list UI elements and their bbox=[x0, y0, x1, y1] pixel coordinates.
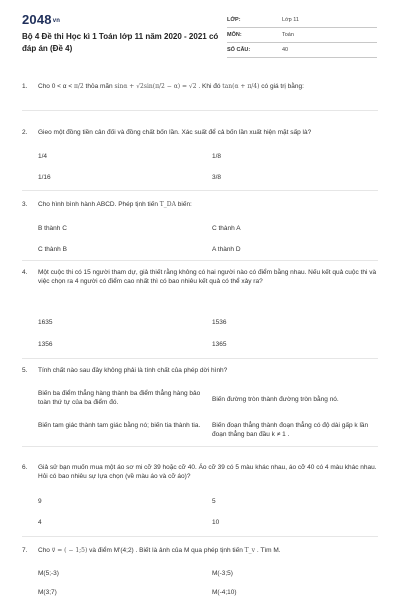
option-c[interactable]: M(3;7) bbox=[38, 589, 57, 596]
question-text bbox=[38, 200, 378, 209]
divider bbox=[22, 446, 378, 447]
question-text: Một cuộc thi có 15 người tham dự, giả thiết rằng không có hai người nào có điểm bằng nhau. Nếu kết quả cuộc thi và việc chọn ra 4 người có điểm cao nhất thì có bao nhiêu kết quả có thể xảy ra? bbox=[38, 269, 377, 285]
question-text bbox=[38, 82, 378, 91]
option-b[interactable]: 1/8 bbox=[212, 153, 222, 160]
question-text: Tính chất nào sau đây không phải là tính chất của phép dời hình? bbox=[38, 367, 228, 374]
option-b[interactable]: Biến đường tròn thành đường tròn bằng nó. bbox=[212, 396, 339, 403]
q7-math-a: v⃗ = ( − 1;5) bbox=[51, 547, 88, 554]
q3-text-b: biến: bbox=[177, 201, 192, 208]
option-d[interactable]: 3/8 bbox=[212, 174, 222, 181]
divider bbox=[22, 536, 378, 537]
divider bbox=[22, 358, 378, 359]
meta-key: LỚP: bbox=[227, 17, 241, 23]
option-d[interactable]: 1365 bbox=[212, 341, 227, 348]
question-number: 7. bbox=[22, 547, 28, 554]
divider bbox=[22, 190, 378, 191]
q1-math-a: π/2 bbox=[73, 83, 84, 90]
meta-key: SỐ CÂU: bbox=[227, 47, 251, 53]
option-a[interactable]: 9 bbox=[38, 498, 42, 505]
q7-text-b: và điểm M'(4;2) . Biết là ảnh của M qua phép tịnh tiến bbox=[89, 547, 243, 554]
q1-text-c: . Khi đó bbox=[198, 83, 221, 90]
option-c[interactable]: 1/16 bbox=[38, 174, 51, 181]
question-number: 3. bbox=[22, 201, 28, 208]
option-b[interactable]: 1536 bbox=[212, 319, 227, 326]
meta-row-subject bbox=[227, 29, 377, 43]
q1-text-d: có giá trị bằng: bbox=[261, 83, 304, 90]
q7-math-b: T_v bbox=[244, 547, 256, 554]
option-d[interactable]: 10 bbox=[212, 519, 220, 526]
option-c[interactable]: C thành B bbox=[38, 246, 67, 253]
q7-text-a: Cho bbox=[38, 547, 50, 554]
question-number: 6. bbox=[22, 464, 28, 471]
option-b[interactable]: C thành A bbox=[212, 225, 241, 232]
meta-key: MÔN: bbox=[227, 32, 242, 38]
option-d[interactable]: Biến đoạn thẳng thành đoạn thẳng có độ dài gấp k lần đoạn thẳng ban đầu k ≠ 1 . bbox=[212, 422, 369, 438]
divider bbox=[22, 260, 378, 261]
logo-suffix: vn bbox=[52, 17, 61, 24]
option-c[interactable]: Biến tam giác thành tam giác bằng nó; biến tia thành tia. bbox=[38, 422, 201, 429]
q1-math-b: sinα + √2sin(π/2 − α) = √2 bbox=[114, 83, 197, 90]
meta-value: 40 bbox=[282, 47, 289, 53]
option-c[interactable]: 1356 bbox=[38, 341, 53, 348]
question-text bbox=[38, 546, 378, 555]
q1-text-b: thỏa mãn bbox=[85, 83, 113, 90]
q1-math-c: tan(α + π/4) bbox=[222, 83, 260, 90]
meta-row-class bbox=[227, 14, 377, 28]
option-c[interactable]: 4 bbox=[38, 519, 42, 526]
question-number: 2. bbox=[22, 129, 28, 136]
page-title: Bộ 4 Đề thi Học kì 1 Toán lớp 11 năm 2020 - 2021 có đáp án (Đề 4) bbox=[22, 32, 219, 53]
q3-text-a: Cho hình bình hành ABCD. Phép tịnh tiến bbox=[38, 201, 158, 208]
option-a[interactable]: M(5;-3) bbox=[38, 570, 59, 577]
q3-math: T_DA bbox=[159, 201, 176, 208]
divider bbox=[22, 110, 378, 111]
option-b[interactable]: 5 bbox=[212, 498, 216, 505]
option-d[interactable]: A thành D bbox=[212, 246, 241, 253]
q7-text-c: . Tìm M. bbox=[256, 547, 281, 554]
site-logo[interactable] bbox=[22, 12, 60, 27]
option-a[interactable]: Biến ba điểm thẳng hàng thành ba điểm thẳng hàng bảo toàn thứ tự của ba điểm đó. bbox=[38, 390, 201, 406]
meta-row-count bbox=[227, 44, 377, 58]
option-a[interactable]: 1/4 bbox=[38, 153, 48, 160]
question-number: 5. bbox=[22, 367, 28, 374]
option-a[interactable]: B thành C bbox=[38, 225, 67, 232]
q1-text-a: Cho 0 < α < bbox=[38, 83, 73, 90]
meta-value: Toán bbox=[282, 32, 294, 38]
logo-text: 2048 bbox=[22, 12, 52, 27]
meta-value: Lớp 11 bbox=[282, 17, 299, 23]
question-text: Gieo một đồng tiền cân đối và đồng chất bốn lần. Xác suất để cả bốn lần xuất hiện mặt sấp là? bbox=[38, 129, 312, 136]
question-number: 4. bbox=[22, 269, 28, 276]
option-b[interactable]: M(-3;5) bbox=[212, 570, 233, 577]
option-a[interactable]: 1635 bbox=[38, 319, 53, 326]
option-d[interactable]: M(-4;10) bbox=[212, 589, 237, 596]
question-text: Giả sử bạn muốn mua một áo sơ mi cỡ 39 hoặc cỡ 40. Áo cỡ 39 có 5 màu khác nhau, áo cỡ 40 có 4 màu khác nhau. Hỏi có bao nhiêu sự lựa chọn (về màu áo và cỡ áo)? bbox=[38, 464, 377, 480]
question-number: 1. bbox=[22, 83, 28, 90]
